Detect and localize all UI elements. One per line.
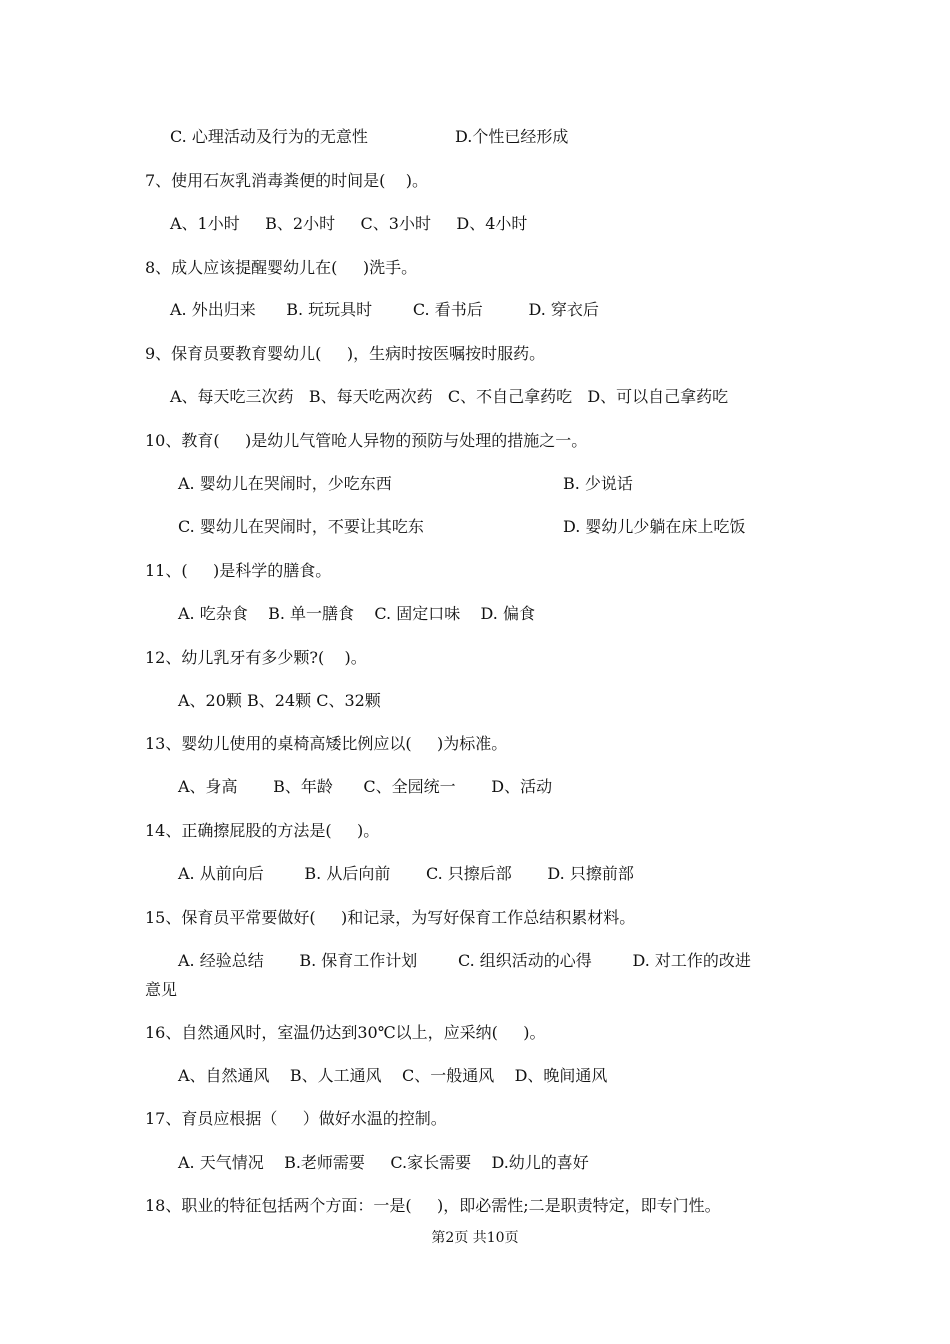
question-15: 15、保育员平常要做好( )和记录，为写好保育工作总结积累材料。 [145, 908, 636, 927]
question-17: 17、育员应根据（ ）做好水温的控制。 [145, 1109, 447, 1128]
question-16-options: A、自然通风 B、人工通风 C、一般通风 D、晚间通风 [178, 1066, 608, 1085]
question-14: 14、正确擦屁股的方法是( )。 [145, 821, 380, 840]
question-15-options: A. 经验总结 B. 保育工作计划 C. 组织活动的心得 D. 对工作的改进 [178, 951, 751, 970]
question-9-options: A、每天吃三次药 B、每天吃两次药 C、不自己拿药吃 D、可以自己拿药吃 [170, 387, 729, 406]
question-7-options: A、1小时 B、2小时 C、3小时 D、4小时 [170, 214, 528, 233]
question-10-option-a: A. 婴幼儿在哭闹时，少吃东西 [178, 474, 392, 493]
question-9: 9、保育员要教育婴幼儿( )，生病时按医嘱按时服药。 [145, 344, 546, 363]
question-13: 13、婴幼儿使用的桌椅高矮比例应以( )为标准。 [145, 734, 508, 753]
q6-option-d: D.个性已经形成 [455, 127, 569, 146]
q6-option-c: C. 心理活动及行为的无意性 [170, 127, 368, 146]
question-16: 16、自然通风时，室温仍达到30℃以上，应采纳( )。 [145, 1023, 546, 1042]
question-13-options: A、身高 B、年龄 C、全园统一 D、活动 [178, 777, 553, 796]
question-11-options: A. 吃杂食 B. 单一膳食 C. 固定口味 D. 偏食 [178, 604, 535, 623]
question-17-options: A. 天气情况 B.老师需要 C.家长需要 D.幼儿的喜好 [178, 1153, 589, 1172]
question-7: 7、使用石灰乳消毒粪便的时间是( )。 [145, 171, 429, 190]
question-8: 8、成人应该提醒婴幼儿在( )洗手。 [145, 258, 418, 277]
question-18: 18、职业的特征包括两个方面：一是( )，即必需性;二是职责特定，即专门性。 [145, 1196, 721, 1215]
question-10: 10、教育( )是幼儿气管呛人异物的预防与处理的措施之一。 [145, 431, 588, 450]
question-10-option-b: B. 少说话 [563, 474, 633, 493]
question-14-options: A. 从前向后 B. 从后向前 C. 只擦后部 D. 只擦前部 [178, 864, 634, 883]
page-footer: 第2页 共10页 [431, 1230, 519, 1246]
question-8-options: A. 外出归来 B. 玩玩具时 C. 看书后 D. 穿衣后 [170, 300, 599, 319]
question-10-option-c: C. 婴幼儿在哭闹时，不要让其吃东 [178, 517, 424, 536]
question-12-options: A、20颗 B、24颗 C、32颗 [178, 691, 381, 710]
question-11: 11、( )是科学的膳食。 [145, 561, 332, 580]
question-12: 12、幼儿乳牙有多少颗?( )。 [145, 648, 367, 667]
question-10-option-d: D. 婴幼儿少躺在床上吃饭 [563, 517, 746, 536]
question-15-options-wrap: 意见 [145, 980, 178, 999]
